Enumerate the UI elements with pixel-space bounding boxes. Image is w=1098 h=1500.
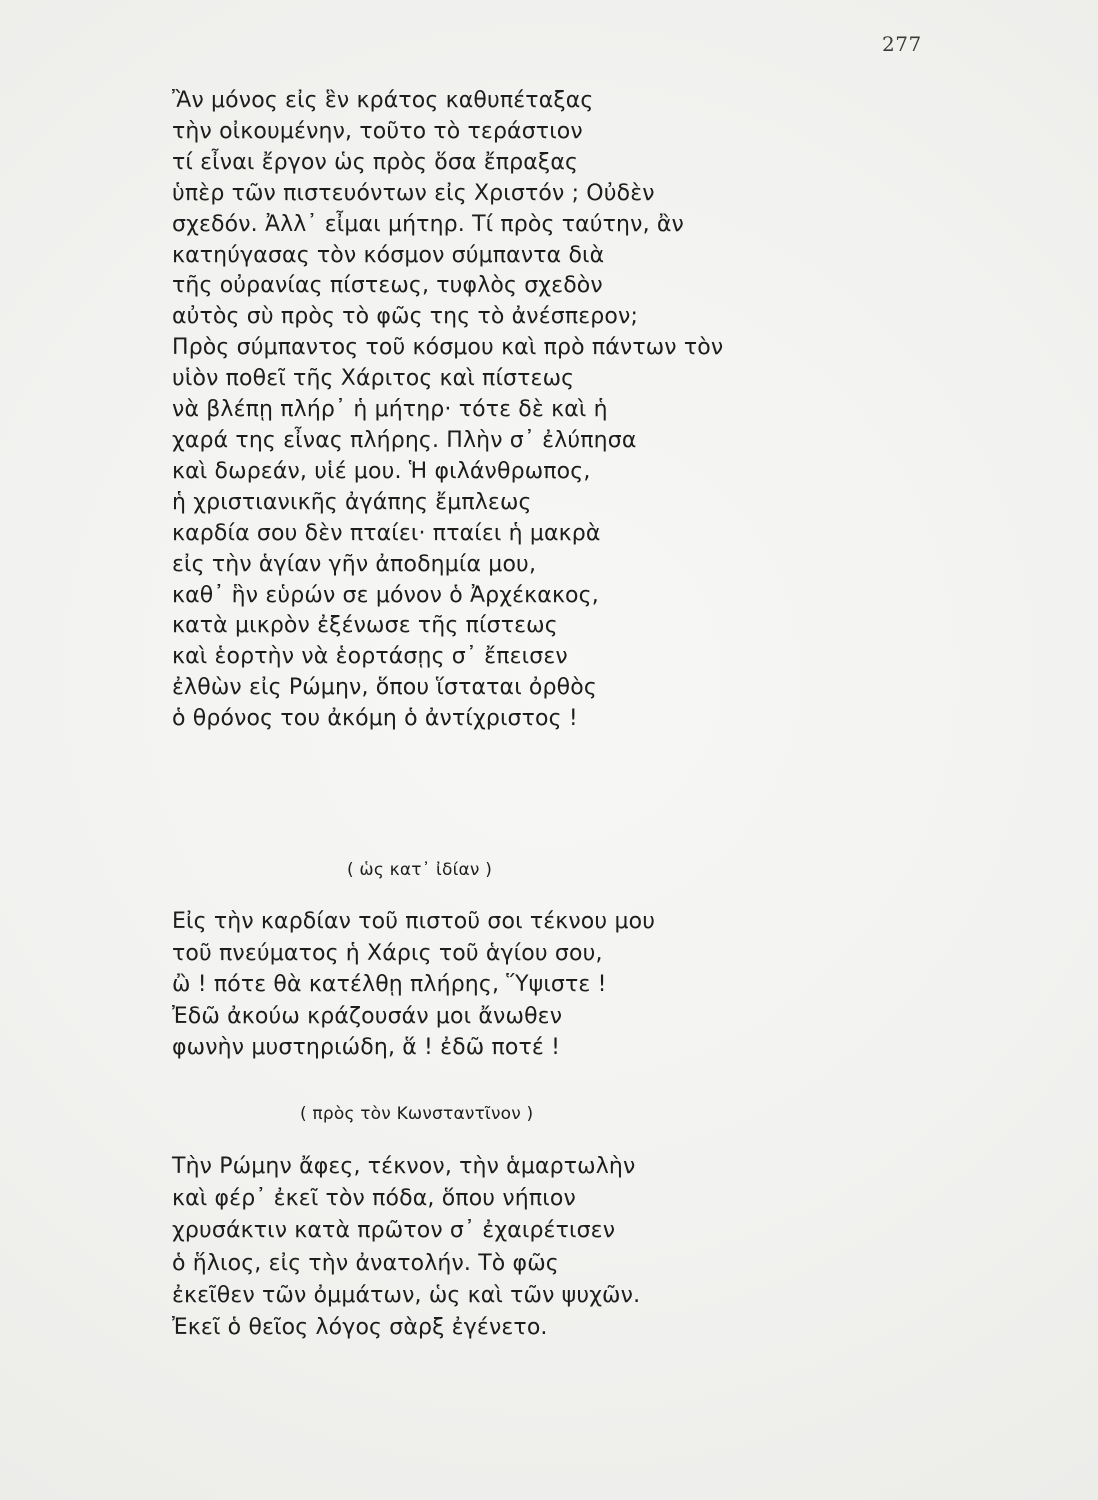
verse-line: νὰ βλέπῃ πλήρ᾽ ἡ μήτηρ· τότε δὲ καὶ ἡ	[172, 397, 608, 423]
verse-line: υἱὸν ποθεῖ τῆς Χάριτος καὶ πίστεως	[172, 366, 575, 392]
verse-line: χαρά της εἶνας πλήρης. Πλὴν σ᾽ ἐλύπησα	[172, 427, 637, 453]
stanza-1	[172, 86, 852, 735]
verse-line: Εἰς τὴν καρδίαν τοῦ πιστοῦ σοι τέκνου μου	[172, 909, 656, 934]
page-number: 277	[882, 32, 922, 56]
verse-line: Ἐκεῖ ὁ θεῖος λόγος σὰρξ ἐγένετο.	[172, 1315, 548, 1341]
stanza-2	[172, 906, 852, 1064]
verse-line: ὁ θρόνος του ἀκόμη ὁ ἀντίχριστος !	[172, 706, 578, 732]
verse-line: σχεδόν. Ἀλλ᾽ εἶμαι μήτηρ. Τί πρὸς ταύτην, ἂν	[172, 211, 684, 237]
verse-line: καὶ δωρεάν, υἱέ μου. Ἡ φιλάνθρωπος,	[172, 458, 591, 484]
verse-line: τοῦ πνεύματος ἡ Χάρις τοῦ ἁγίου σου,	[172, 940, 603, 966]
verse-line: καρδία σου δὲν πταίει· πταίει ἡ μακρὰ	[172, 520, 601, 546]
stanza-3	[172, 1151, 852, 1344]
verse-line: καθ᾽ ἣν εὑρών σε μόνον ὁ Ἀρχέκακος,	[172, 582, 599, 608]
verse-line: καὶ ἑορτὴν νὰ ἑορτάσῃς σ᾽ ἔπεισεν	[172, 644, 568, 670]
verse-line: καὶ φέρ᾽ ἐκεῖ τὸν πόδα, ὅπου νήπιον	[172, 1186, 576, 1212]
stage-direction: ( ὡς κατ᾽ ἰδίαν )	[347, 860, 493, 880]
verse-line: ὑπὲρ τῶν πιστευόντων εἰς Χριστόν ; Οὐδὲν	[172, 180, 655, 206]
verse-line: Πρὸς σύμπαντος τοῦ κόσμου καὶ πρὸ πάντων τὸν	[172, 335, 724, 361]
verse-line: Ἐδῶ ἀκούω κράζουσάν μοι ἄνωθεν	[172, 1003, 563, 1029]
verse-line: τὴν οἰκουμένην, τοῦτο τὸ τεράστιον	[172, 118, 583, 144]
stage-direction: ( πρὸς τὸν Κωνσταντῖνον )	[300, 1104, 534, 1124]
verse-line: κατηύγασας τὸν κόσμον σύμπαντα διὰ	[172, 242, 605, 268]
verse-line: χρυσάκτιν κατὰ πρῶτον σ᾽ ἐχαιρέτισεν	[172, 1218, 616, 1244]
verse-line: ἐκεῖθεν τῶν ὀμμάτων, ὡς καὶ τῶν ψυχῶν.	[172, 1282, 641, 1308]
verse-line: φωνὴν μυστηριώδη, ἅ ! ἐδῶ ποτέ !	[172, 1035, 561, 1061]
verse-line: κατὰ μικρὸν ἐξένωσε τῆς πίστεως	[172, 613, 558, 639]
verse-line: ἡ χριστιανικῆς ἀγάπης ἔμπλεως	[172, 489, 532, 515]
verse-line: ἐλθὼν εἰς Ρώμην, ὅπου ἵσταται ὀρθὸς	[172, 675, 597, 701]
verse-line: Τὴν Ρώμην ἄφες, τέκνον, τὴν ἁμαρτωλὴν	[172, 1154, 636, 1179]
verse-line: ὢ ! πότε θὰ κατέλθῃ πλήρης, Ὕψιστε !	[172, 972, 607, 998]
verse-line: τί εἶναι ἔργον ὡς πρὸς ὅσα ἔπραξας	[172, 149, 579, 175]
verse-line: Ἂν μόνος εἰς ἓν κράτος καθυπέταξας	[172, 88, 594, 113]
verse-line: ὁ ἥλιος, εἰς τὴν ἀνατολήν. Τὸ φῶς	[172, 1250, 559, 1276]
verse-line: αὐτὸς σὺ πρὸς τὸ φῶς της τὸ ἀνέσπερον;	[172, 304, 639, 330]
verse-line: εἰς τὴν ἁγίαν γῆν ἀποδημία μου,	[172, 551, 537, 577]
verse-line: τῆς οὐρανίας πίστεως, τυφλὸς σχεδὸν	[172, 273, 603, 299]
